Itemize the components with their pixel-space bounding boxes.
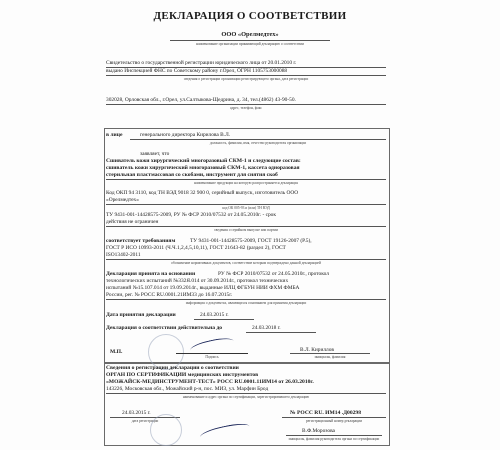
registration-body-line-3: 143226, Московская обл., Можайский р-н, пос. МИЗ, ул. Марфин Брод (106, 386, 269, 392)
registration-number-caption: регистрационный номер декларации (305, 419, 363, 423)
registration-body-line-2: «МОЖАЙСК-МЕДИНСТРУМЕНТ-ТЕСТ» РОСС RU.0001.11ИМ14 от 26.03.2010г. (106, 379, 314, 385)
okp-line: Код ОКП 94 3110, код ТН ВЭД 9018 32 900 0, серийный выпуск, изготовитель ООО (106, 190, 299, 196)
mp-label: М.П. (110, 349, 123, 355)
declares-label: заявляет, что (140, 151, 170, 157)
product-line-2: сшиватель кожи хирургический многоразовый СКМ-1, кассета одноразовая (106, 165, 300, 171)
face-value: генерального директора Кирилова В.Л. (140, 132, 231, 138)
signer-name-caption: инициалы, фамилия (314, 355, 346, 359)
registration-heading: Сведения о регистрации декларации о соответствии (106, 365, 239, 371)
date-accept-value: 24.03.2015 г. (200, 312, 229, 318)
registration-date-caption: дата регистрации (131, 419, 159, 423)
valid-until-label: Декларация о соответствии действительна до (106, 325, 223, 331)
okp-caption: код ОК 005-93 и (или) ТН ВЭД (222, 206, 270, 210)
product-caption: наименование продукции на которую распространяется декларация (194, 181, 298, 185)
organization-caption: наименование организации принявающий декларацию о соответствии (196, 42, 304, 46)
registration-body-line-1: ОРГАН ПО СЕРТИФИКАЦИИ медицинских инструментов (106, 372, 259, 378)
address-caption: адрес, телефон, факс (230, 106, 262, 110)
tu-line: ТУ 9431-001-14428575-2009, РУ № ФСР 2010/07532 от 24.05.2010г. - срок (106, 212, 276, 218)
basis-line-4: России, рег. № РОСС RU.0001.21ИМ33 до 16.07.2015г. (106, 292, 233, 298)
registration-number: № РОСС RU. ИМ14 .Д00298 (290, 410, 362, 416)
basis-line-2: технологических испытаний №332Я.014 от 30.09.2014г., протокол технических (106, 278, 289, 284)
basis-line-1: РУ № ФСР 2010/07532 от 24.05.2010г., протокол (218, 271, 329, 277)
basis-label: Декларация принята на основании (106, 271, 196, 277)
product-line-1: Сшиватель кожи хирургический многоразовый СКМ-1 и следующие состав: (106, 158, 301, 164)
signature-caption: Подпись (205, 355, 219, 359)
face-caption: должность, фамилия, имя, отчество руководителя организации (209, 141, 307, 145)
registration-signer-name: В.Ф.Морозова (302, 428, 335, 434)
registration-line-1: Свидетельство о государственной регистрации юридического лица от 20.01.2010 г. (106, 60, 297, 66)
registration-caption: сведения о регистрации организации регистрирующего органа, дата регистрации (183, 77, 309, 81)
face-label: в лице (106, 132, 123, 138)
registration-signer-caption: инициалы, фамилия руководителя органа по сертификации (288, 437, 380, 441)
organization-name: ООО «Орелмедтех» (221, 31, 279, 38)
basis-line-3: испытаний №15.107.014 от 19.09.2014г., выданные ИЛЦ ФГБУН НИИ ФХМ ФМБА (106, 285, 300, 291)
date-accept-label: Дата принятия декларации (106, 312, 176, 318)
registration-date: 24.03.2015 г. (122, 410, 151, 416)
tu-line-2: действия не ограничен (106, 219, 159, 225)
organization-address: 302028, Орловская обл., г.Орел, ул.Салтыкова-Щедрина, д. 34, тел.(4862) 43-90-50. (106, 97, 296, 103)
document-title: ДЕКЛАРАЦИЯ О СООТВЕТСТВИИ (153, 10, 347, 22)
product-line-3: стерильная пластмассовая со скобами, инструмент для снятия скоб (106, 172, 278, 178)
requirements-line-1: ТУ 9431-001-14428575-2009, ГОСТ 19126-2007 (Р.5), (190, 238, 312, 244)
certification-body-seal-stamp (150, 414, 182, 446)
registration-body-caption: наименование и адрес органа по сертификации, зарегистрировавшего декларацию (182, 395, 310, 399)
requirements-line-2: ГОСТ Р ИСО 10993-2011 (Ч.Ч.1,2,4,5,10,11), ГОСТ 21643-82 (раздел 2), ГОСТ (106, 245, 286, 251)
valid-until-value: 24.03.2018 г. (252, 325, 281, 331)
basis-caption: информация о документах, являющихся основанием для принятия декларации (185, 301, 307, 305)
requirements-label: соответствует требованиям (106, 238, 176, 244)
requirements-line-3: ISO13402-2011 (106, 252, 141, 258)
signer-name: В.Л. Кириллов (300, 347, 334, 353)
tu-caption: сведения о серийном выпуске или партии (214, 228, 278, 232)
requirements-caption: обозначение нормативных документов, соответствие которым подтверждено данной декларацией (171, 261, 321, 265)
registration-line-2: выдано Инспекцией ФНС по Советскому району г.Орел, ОГРН 1105753000088 (106, 68, 288, 74)
okp-line-2: «Орелмедтех» (106, 197, 139, 203)
